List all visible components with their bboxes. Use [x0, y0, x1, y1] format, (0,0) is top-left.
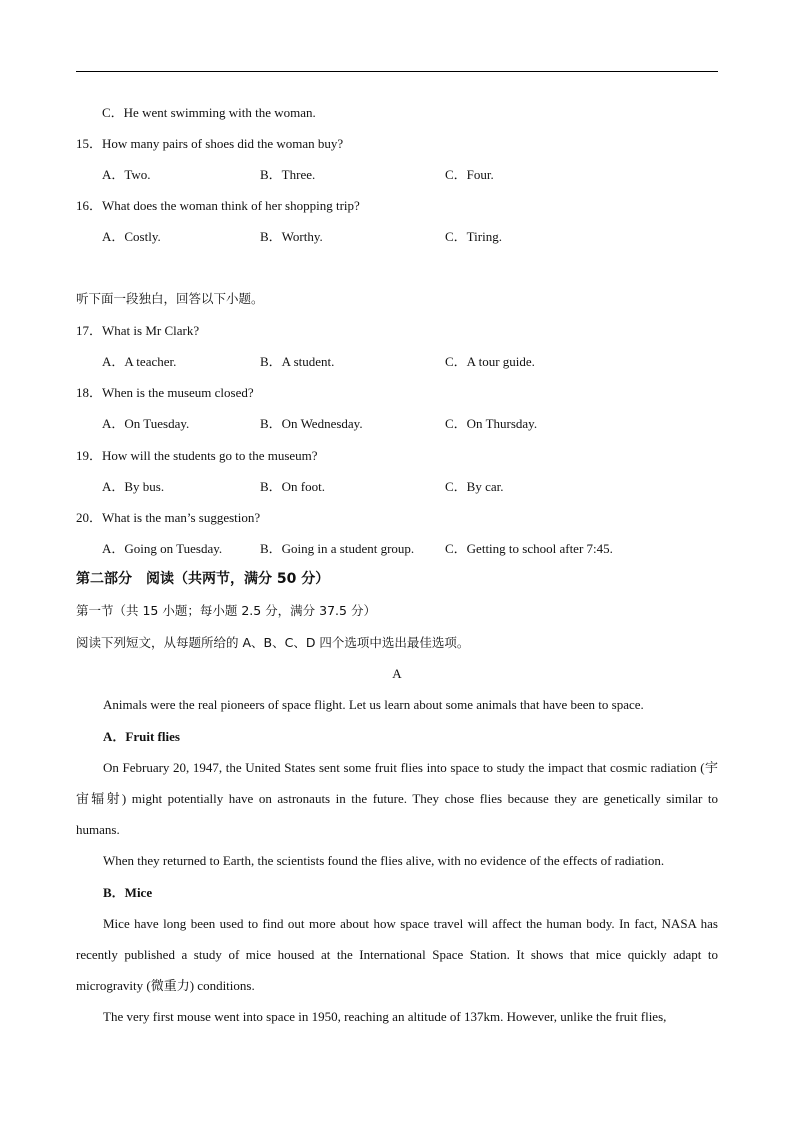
q19-option-c: C．By car. — [445, 479, 504, 494]
q18-option-b: B．On Wednesday. — [260, 416, 363, 431]
q18-stem: 18．When is the museum closed? — [76, 385, 254, 400]
q18-option-c: C．On Thursday. — [445, 416, 538, 431]
q17-option-a: A．A teacher. — [102, 354, 177, 369]
q20-option-c: C．Getting to school after 7:45. — [445, 541, 613, 556]
q20-stem: 20．What is the man’s suggestion? — [76, 510, 261, 525]
subheading-mice: B．Mice — [103, 885, 153, 900]
q20-option-a: A．Going on Tuesday. — [102, 541, 223, 556]
q16-stem: 16．What does the woman think of her shopping trip? — [76, 198, 360, 213]
q15-option-b: B．Three. — [260, 167, 316, 182]
q19-stem: 19．How will the students go to the museum? — [76, 448, 318, 463]
passage-intro: Animals were the real pioneers of space flight. Let us learn about some animals that have been to space. — [103, 697, 644, 712]
q16-option-a: A．Costly. — [102, 229, 161, 244]
fruit-flies-paragraph-2: When they returned to Earth, the scientists found the flies alive, with no evidence of the effects of radiation. — [103, 853, 665, 868]
q17-option-c: C．A tour guide. — [445, 354, 535, 369]
q16-option-b: B．Worthy. — [260, 229, 323, 244]
q15-option-c: C．Four. — [445, 167, 494, 182]
mice-paragraph-2: The very first mouse went into space in 1950, reaching an altitude of 137km. However, unlike the fruit flies, — [103, 1009, 667, 1024]
monologue-instruction: 听下面一段独白，回答以下小题。 — [76, 291, 264, 306]
q17-option-b: B．A student. — [260, 354, 335, 369]
part2-title: 第二部分 阅读（共两节，满分 50 分） — [76, 571, 330, 587]
fruit-flies-paragraph-1: On February 20, 1947, the United States sent some fruit flies into space to study the impact that cosmic radiation (宇宙辐射) might potentially have on astronauts in the future. They chose flies because they are genetically similar to humans. — [76, 760, 718, 837]
q14-option-c: C．He went swimming with the woman. — [102, 105, 316, 120]
reading-instruction: 阅读下列短文，从每题所给的 A、B、C、D 四个选项中选出最佳选项。 — [76, 635, 470, 650]
q15-stem: 15．How many pairs of shoes did the woman buy? — [76, 136, 344, 151]
mice-paragraph-1: Mice have long been used to find out more about how space travel will affect the human body. In fact, NASA has recently published a study of mice housed at the International Space Station. It shows that mice quickly adapt to microgravity (微重力) conditions. — [76, 916, 718, 993]
q19-option-a: A．By bus. — [102, 479, 165, 494]
section1-title: 第一节（共 15 小题；每小题 2.5 分，满分 37.5 分） — [76, 603, 376, 618]
q17-stem: 17．What is Mr Clark? — [76, 323, 200, 338]
q16-option-c: C．Tiring. — [445, 229, 502, 244]
q15-option-a: A．Two. — [102, 167, 151, 182]
q18-option-a: A．On Tuesday. — [102, 416, 190, 431]
header-rule — [76, 71, 718, 72]
passage-label: A — [392, 666, 402, 681]
q20-option-b: B．Going in a student group. — [260, 541, 415, 556]
q19-option-b: B．On foot. — [260, 479, 326, 494]
subheading-fruit-flies: A．Fruit flies — [103, 729, 180, 744]
